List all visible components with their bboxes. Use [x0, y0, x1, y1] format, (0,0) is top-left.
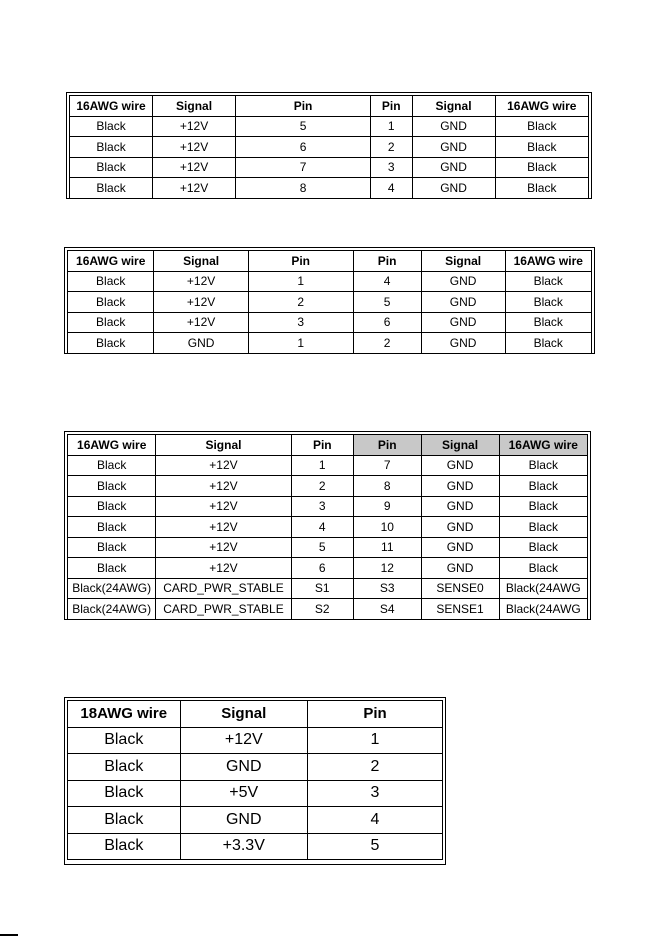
header-row: [68, 251, 592, 272]
header-cell: Pin: [248, 251, 353, 272]
table-cell: Black: [499, 476, 587, 497]
table-cell: 1: [308, 727, 443, 754]
table-cell: Black: [499, 455, 587, 476]
table-cell: Black: [495, 137, 588, 158]
table-cell: Black: [499, 558, 587, 579]
table-cell: +12V: [180, 727, 308, 754]
table-cell: SENSE0: [421, 578, 499, 599]
table-cell: Black(24AWG: [499, 578, 587, 599]
header-cell: Pin: [371, 96, 413, 117]
table-cell: GND: [421, 333, 505, 354]
table-cell: Black(24AWG): [68, 578, 156, 599]
table-cell: 1: [248, 271, 353, 292]
pinout-table: [69, 95, 589, 199]
pinout-table: [67, 250, 592, 354]
table-row: [70, 178, 589, 199]
table-cell: 7: [236, 157, 371, 178]
table-cell: GND: [412, 116, 495, 137]
table-row: [68, 292, 592, 313]
table-cell: GND: [421, 292, 505, 313]
table-cell: Black: [68, 476, 156, 497]
table-cell: GND: [421, 271, 505, 292]
table-row: [68, 578, 588, 599]
table-cell: +12V: [156, 537, 291, 558]
table-cell: 3: [308, 780, 443, 807]
table-cell: Black: [68, 558, 156, 579]
table-row: [68, 517, 588, 538]
header-cell: Signal: [153, 96, 236, 117]
table-cell: Black: [68, 455, 156, 476]
table-cell: +12V: [154, 292, 248, 313]
table-cell: 2: [371, 137, 413, 158]
pinout-table-3: [64, 431, 591, 620]
table-cell: 11: [353, 537, 421, 558]
header-cell: Pin: [308, 701, 443, 728]
table-cell: Black: [505, 292, 592, 313]
table-cell: 6: [236, 137, 371, 158]
page-edge-rule: [0, 934, 18, 936]
header-cell: 16AWG wire: [70, 96, 153, 117]
table-cell: GND: [421, 476, 499, 497]
table-cell: Black: [68, 312, 154, 333]
table-cell: 7: [353, 455, 421, 476]
table-row: [68, 455, 588, 476]
table-cell: +12V: [154, 312, 248, 333]
table-cell: CARD_PWR_STABLE: [156, 578, 291, 599]
table-cell: 3: [291, 496, 353, 517]
table-row: [68, 599, 588, 620]
table-cell: SENSE1: [421, 599, 499, 620]
table-cell: Black(24AWG): [68, 599, 156, 620]
table-cell: 10: [353, 517, 421, 538]
table-cell: GND: [421, 455, 499, 476]
table-cell: +12V: [154, 271, 248, 292]
header-row: [70, 96, 589, 117]
table-row: [68, 312, 592, 333]
header-cell: Signal: [156, 435, 291, 456]
table-cell: Black: [68, 517, 156, 538]
table-cell: 6: [291, 558, 353, 579]
table-cell: Black: [499, 496, 587, 517]
table-cell: +12V: [153, 178, 236, 199]
table-cell: Black: [499, 517, 587, 538]
table-cell: +12V: [156, 558, 291, 579]
table-row: [70, 137, 589, 158]
pinout-table: [67, 700, 443, 860]
table-cell: 1: [248, 333, 353, 354]
table-cell: +12V: [156, 496, 291, 517]
table-cell: Black: [68, 754, 181, 781]
table-row: [68, 727, 443, 754]
table-cell: Black: [499, 537, 587, 558]
table-cell: GND: [412, 178, 495, 199]
header-row: [68, 701, 443, 728]
header-cell: Pin: [353, 251, 421, 272]
table-cell: Black: [68, 807, 181, 834]
table-cell: Black: [68, 271, 154, 292]
table-cell: +5V: [180, 780, 308, 807]
table-cell: +12V: [153, 157, 236, 178]
table-row: [68, 496, 588, 517]
header-cell: 16AWG wire: [68, 251, 154, 272]
table-cell: S3: [353, 578, 421, 599]
header-row: [68, 435, 588, 456]
header-cell: Signal: [421, 435, 499, 456]
table-cell: +12V: [153, 137, 236, 158]
pinout-table: [67, 434, 588, 620]
table-cell: S4: [353, 599, 421, 620]
table-row: [68, 333, 592, 354]
table-row: [68, 807, 443, 834]
table-row: [70, 157, 589, 178]
table-cell: 6: [353, 312, 421, 333]
table-cell: S2: [291, 599, 353, 620]
table-cell: 9: [353, 496, 421, 517]
table-row: [68, 833, 443, 860]
table-cell: 2: [308, 754, 443, 781]
pinout-table-4: [64, 697, 446, 865]
table-cell: 2: [291, 476, 353, 497]
table-cell: GND: [412, 137, 495, 158]
table-cell: GND: [421, 312, 505, 333]
header-cell: Pin: [236, 96, 371, 117]
table-cell: GND: [421, 517, 499, 538]
table-cell: 5: [291, 537, 353, 558]
header-cell: Signal: [421, 251, 505, 272]
table-cell: Black: [68, 537, 156, 558]
table-cell: 4: [371, 178, 413, 199]
table-cell: Black: [70, 178, 153, 199]
table-cell: Black: [68, 496, 156, 517]
table-cell: GND: [421, 558, 499, 579]
header-cell: Signal: [180, 701, 308, 728]
table-cell: Black: [68, 833, 181, 860]
table-cell: Black: [70, 116, 153, 137]
table-cell: Black: [495, 178, 588, 199]
table-cell: Black: [70, 157, 153, 178]
table-cell: 3: [371, 157, 413, 178]
table-cell: Black: [68, 727, 181, 754]
table-cell: 8: [236, 178, 371, 199]
header-cell: Pin: [291, 435, 353, 456]
table-row: [68, 537, 588, 558]
header-cell: 18AWG wire: [68, 701, 181, 728]
table-cell: GND: [421, 496, 499, 517]
table-cell: 4: [308, 807, 443, 834]
table-cell: GND: [180, 807, 308, 834]
header-cell: Signal: [412, 96, 495, 117]
table-cell: S1: [291, 578, 353, 599]
table-cell: 4: [291, 517, 353, 538]
table-cell: 8: [353, 476, 421, 497]
table-row: [70, 116, 589, 137]
table-cell: Black: [495, 116, 588, 137]
header-cell: 16AWG wire: [68, 435, 156, 456]
table-cell: Black: [68, 333, 154, 354]
table-cell: 1: [371, 116, 413, 137]
table-cell: 5: [353, 292, 421, 313]
table-cell: Black: [495, 157, 588, 178]
table-cell: Black: [68, 292, 154, 313]
table-cell: Black(24AWG: [499, 599, 587, 620]
table-cell: CARD_PWR_STABLE: [156, 599, 291, 620]
table-row: [68, 558, 588, 579]
table-cell: Black: [505, 312, 592, 333]
table-cell: GND: [421, 537, 499, 558]
header-cell: 16AWG wire: [499, 435, 587, 456]
table-cell: 2: [248, 292, 353, 313]
table-cell: 3: [248, 312, 353, 333]
table-cell: +12V: [156, 476, 291, 497]
table-row: [68, 271, 592, 292]
table-cell: 5: [236, 116, 371, 137]
table-cell: +12V: [156, 455, 291, 476]
table-cell: GND: [180, 754, 308, 781]
pinout-table-2: [64, 247, 595, 354]
table-cell: +3.3V: [180, 833, 308, 860]
table-cell: GND: [412, 157, 495, 178]
table-cell: +12V: [156, 517, 291, 538]
header-cell: 16AWG wire: [505, 251, 592, 272]
table-cell: 12: [353, 558, 421, 579]
table-cell: Black: [505, 271, 592, 292]
table-cell: Black: [505, 333, 592, 354]
table-row: [68, 476, 588, 497]
header-cell: Signal: [154, 251, 248, 272]
table-cell: +12V: [153, 116, 236, 137]
table-row: [68, 780, 443, 807]
table-cell: 4: [353, 271, 421, 292]
table-cell: 1: [291, 455, 353, 476]
table-cell: GND: [154, 333, 248, 354]
table-cell: Black: [68, 780, 181, 807]
pinout-table-1: [66, 92, 592, 199]
table-cell: Black: [70, 137, 153, 158]
table-cell: 2: [353, 333, 421, 354]
header-cell: 16AWG wire: [495, 96, 588, 117]
table-cell: 5: [308, 833, 443, 860]
table-row: [68, 754, 443, 781]
header-cell: Pin: [353, 435, 421, 456]
